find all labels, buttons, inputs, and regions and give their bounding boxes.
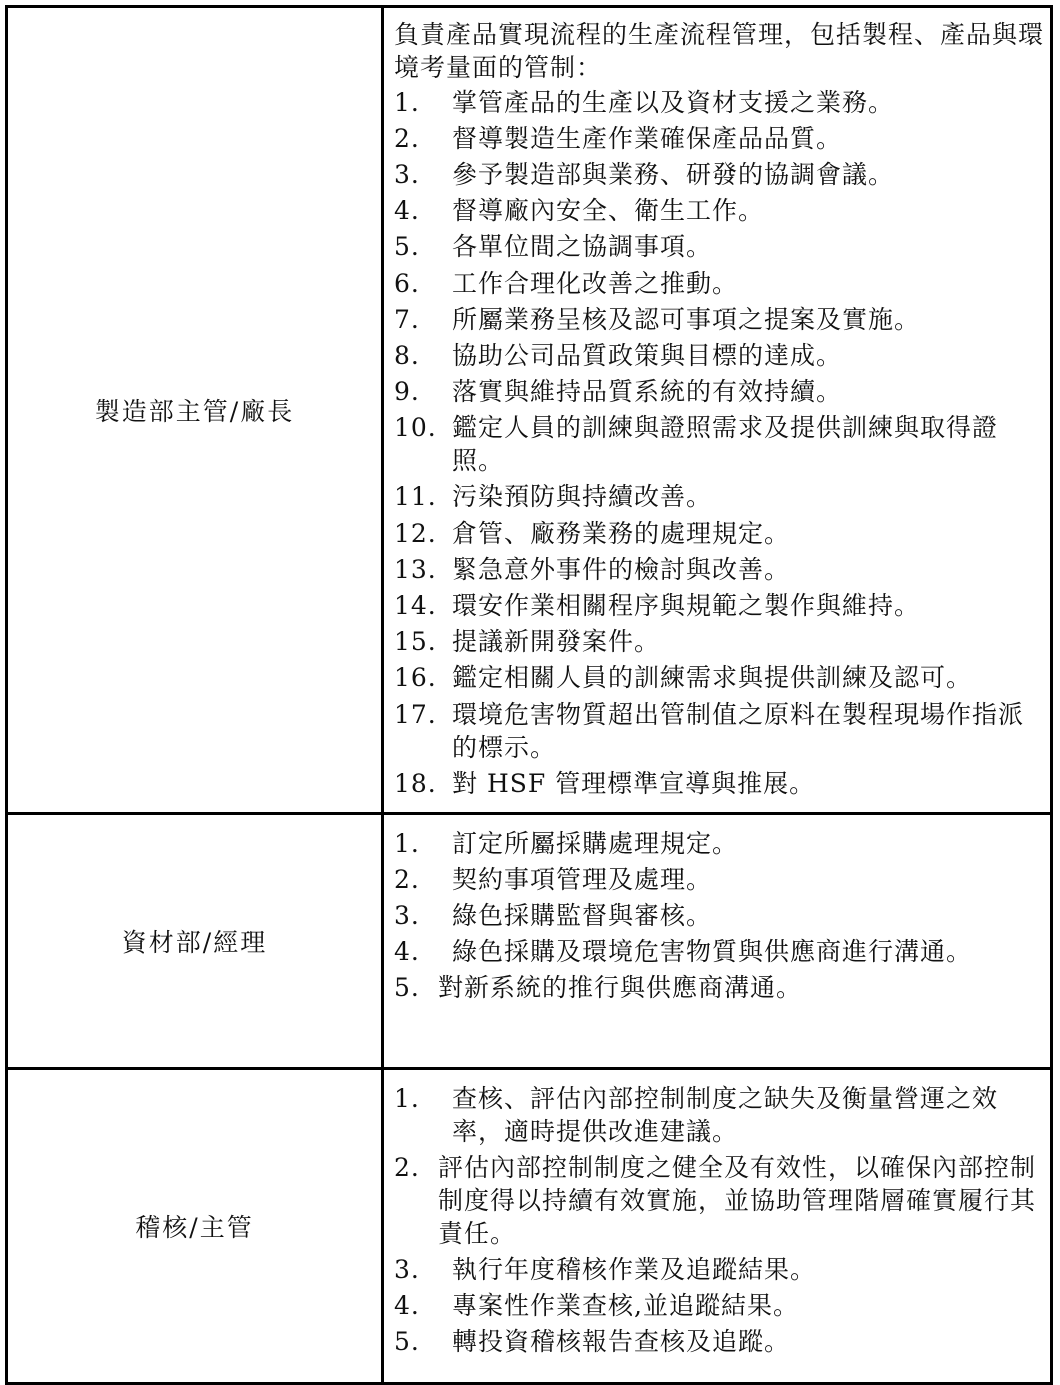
item-text: 綠色採購及環境危害物質與供應商進行溝通。 — [452, 937, 973, 967]
list-item — [394, 551, 1046, 587]
item-text: 各單位間之協調事項。 — [452, 232, 713, 262]
item-number: 16. — [394, 663, 437, 693]
duties-intro: 負責產品實現流程的生產流程管理，包括製程、產品與環境考量面的管制： — [394, 20, 1045, 82]
item-text: 契約事項管理及處理。 — [452, 864, 713, 894]
list-item — [394, 265, 1046, 301]
list-item — [394, 515, 1046, 551]
duties-list — [394, 1080, 1046, 1360]
item-text: 參予製造部與業務、研發的協調會議。 — [452, 159, 895, 189]
item-text: 鑑定人員的訓練與證照需求及提供訓練與取得證照。 — [452, 413, 999, 476]
item-text: 污染預防與持續改善。 — [452, 482, 713, 512]
list-item — [394, 624, 1046, 660]
item-number: 3. — [394, 900, 420, 930]
list-item — [394, 1251, 1046, 1287]
item-text: 督導廠內安全、衛生工作。 — [452, 196, 765, 226]
item-number: 1. — [394, 828, 420, 858]
list-item — [394, 193, 1046, 229]
responsibility-table — [5, 5, 1053, 1385]
list-item — [394, 301, 1046, 337]
item-text: 鑑定相關人員的訓練需求與提供訓練及認可。 — [452, 663, 973, 693]
list-item — [394, 337, 1046, 373]
item-text: 協助公司品質政策與目標的達成。 — [452, 340, 843, 370]
item-number: 17. — [394, 699, 437, 729]
item-text: 掌管產品的生產以及資材支援之業務。 — [452, 87, 895, 117]
item-number: 4. — [394, 196, 420, 226]
duties-cell — [383, 814, 1052, 1069]
list-item — [394, 660, 1046, 696]
item-number: 13. — [394, 554, 437, 584]
duties-list — [394, 84, 1046, 801]
list-item — [394, 1288, 1046, 1324]
list-item — [394, 479, 1046, 515]
item-text: 工作合理化改善之推動。 — [452, 268, 739, 298]
item-text: 落實與維持品質系統的有效持續。 — [452, 377, 843, 407]
role-title: 資材部/經理 — [7, 814, 383, 1069]
item-text: 倉管、廠務業務的處理規定。 — [452, 518, 791, 548]
table-row — [7, 1069, 1052, 1384]
item-number: 6. — [394, 268, 420, 298]
item-text: 評估內部控制制度之健全及有效性，以確保內部控制制度得以持續有效實施，並協助管理階層確實履行其責任。 — [438, 1152, 1037, 1248]
item-number: 7. — [394, 304, 420, 334]
item-number: 2. — [394, 123, 420, 153]
duties-list — [394, 825, 1046, 1006]
item-number: 5. — [394, 1327, 420, 1357]
item-number: 10. — [394, 413, 437, 443]
list-item — [394, 587, 1046, 623]
item-text: 環安作業相關程序與規範之製作與維持。 — [452, 591, 921, 621]
item-text: 轉投資稽核報告查核及追蹤。 — [452, 1327, 791, 1357]
item-number: 3. — [394, 1254, 420, 1284]
item-text: 綠色採購監督與審核。 — [452, 900, 713, 930]
list-item — [394, 120, 1046, 156]
item-number: 5. — [394, 232, 420, 262]
list-item — [394, 1080, 1046, 1149]
item-text: 專案性作業查核,並追蹤結果。 — [452, 1291, 799, 1321]
item-number: 4. — [394, 1291, 420, 1321]
duties-cell — [383, 1069, 1052, 1384]
list-item — [394, 825, 1046, 861]
item-number: 1. — [394, 87, 420, 117]
list-item — [394, 970, 1046, 1006]
item-number: 2. — [394, 864, 420, 894]
item-number: 8. — [394, 340, 420, 370]
item-text: 所屬業務呈核及認可事項之提案及實施。 — [452, 304, 921, 334]
list-item — [394, 897, 1046, 933]
list-item — [394, 410, 1046, 479]
item-number: 12. — [394, 518, 437, 548]
item-text: 執行年度稽核作業及追蹤結果。 — [452, 1254, 817, 1284]
list-item — [394, 765, 1046, 801]
item-number: 3. — [394, 159, 420, 189]
item-number: 9. — [394, 377, 420, 407]
list-item — [394, 934, 1046, 970]
item-text: 訂定所屬採購處理規定。 — [452, 828, 739, 858]
list-item — [394, 1324, 1046, 1360]
item-text: 督導製造生產作業確保產品品質。 — [452, 123, 843, 153]
item-number: 18. — [394, 768, 437, 798]
item-text: 緊急意外事件的檢討與改善。 — [452, 554, 791, 584]
list-item — [394, 696, 1046, 765]
item-text: 查核、評估內部控制制度之缺失及衡量營運之效率，適時提供改進建議。 — [452, 1083, 999, 1146]
item-number: 5. — [394, 973, 420, 1003]
table-row — [7, 7, 1052, 814]
item-number: 14. — [394, 591, 437, 621]
item-number: 11. — [394, 482, 437, 512]
item-number: 4. — [394, 937, 420, 967]
item-text: 提議新開發案件。 — [452, 627, 661, 657]
list-item — [394, 156, 1046, 192]
item-number: 15. — [394, 627, 437, 657]
list-item — [394, 229, 1046, 265]
role-title: 製造部主管/廠長 — [7, 7, 383, 814]
role-title: 稽核/主管 — [7, 1069, 383, 1384]
item-text: 對 HSF 管理標準宣導與推展。 — [452, 768, 816, 798]
item-number: 1. — [394, 1083, 420, 1113]
item-number: 2. — [394, 1152, 420, 1182]
duties-cell — [383, 7, 1052, 814]
list-item — [394, 374, 1046, 410]
list-item — [394, 1149, 1046, 1251]
list-item — [394, 84, 1046, 120]
item-text: 環境危害物質超出管制值之原料在製程現場作指派的標示。 — [452, 699, 1025, 762]
table-row — [7, 814, 1052, 1069]
item-text: 對新系統的推行與供應商溝通。 — [438, 973, 803, 1003]
list-item — [394, 861, 1046, 897]
